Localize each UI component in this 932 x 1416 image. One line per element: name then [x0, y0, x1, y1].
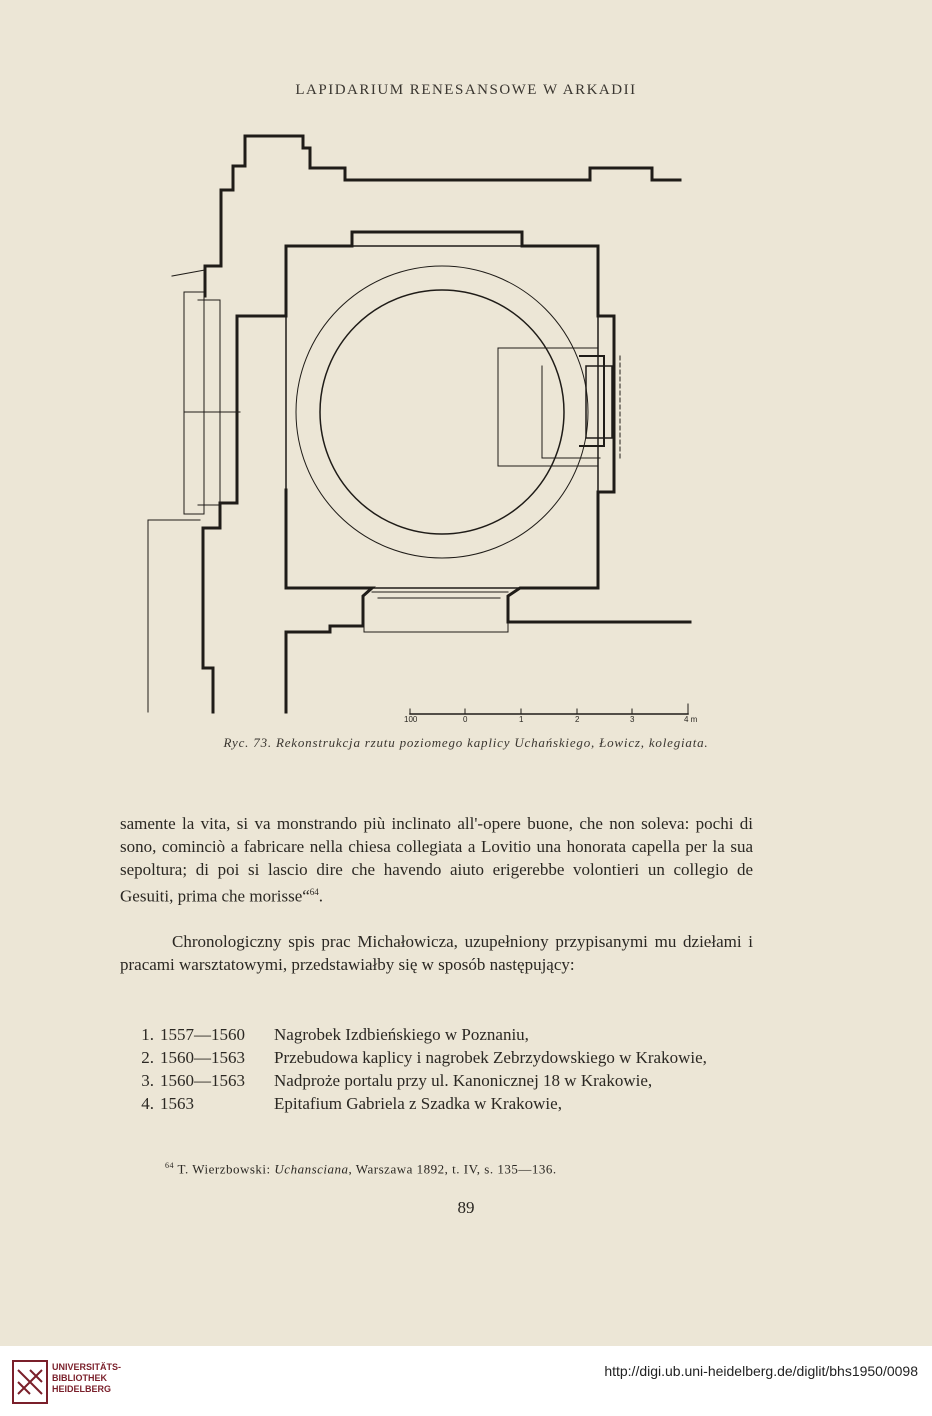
library-name: UNIVERSITÄTS- BIBLIOTHEK HEIDELBERG: [52, 1362, 122, 1394]
scale-label-1: 1: [519, 715, 524, 724]
scale-label-2: 2: [575, 715, 580, 724]
paragraph-2: Chronologiczny spis prac Michałowicza, uzupełniony przypisanymi mu dziełami i pracami warsztatowymi, przedstawiałby się w sposób następujący:: [120, 932, 753, 974]
north-wall: [205, 136, 680, 296]
scale-label-100: 100: [404, 715, 418, 724]
inner-square: [286, 246, 598, 588]
scale-label-4m: 4 m: [684, 715, 698, 724]
works-list: [120, 1023, 753, 1115]
scale-label-3: 3: [630, 715, 635, 724]
permalink-url[interactable]: http://digi.ub.uni-heidelberg.de/diglit/bhs1950/0098: [604, 1363, 918, 1379]
outer-wall: [203, 232, 690, 712]
university-library-logo-icon[interactable]: [12, 1360, 48, 1404]
viewer-footer: [0, 1346, 932, 1416]
footnote-ref[interactable]: 64: [309, 887, 319, 897]
list-item: 3. 1560—1563 Nadproże portalu przy ul. Kanonicznej 18 w Krakowie,: [141, 1071, 653, 1090]
footnote: $^{64}$ T. Wierzbowski: Uchansciana, Warszawa 1892, t. IV, s. 135—136.: [165, 1161, 557, 1177]
running-title: LAPIDARIUM RENESANSOWE W ARKADII: [295, 82, 637, 98]
west-step: [184, 292, 204, 514]
scale-label-0: 0: [463, 715, 468, 724]
dome-inner: [320, 290, 564, 534]
list-item: 2. 1560—1563 Przebudowa kaplicy i nagrobek Zebrzydowskiego w Krakowie,: [141, 1048, 707, 1067]
list-item: 1. 1557—1560 Nagrobek Izdbieńskiego w Poznaniu,: [141, 1025, 529, 1044]
figure-caption: Ryc. 73. Rekonstrukcja rzutu poziomego kaplicy Uchańskiego, Łowicz, kolegiata.: [223, 735, 709, 750]
dome-outer: [296, 266, 588, 558]
page-number: 89: [457, 1198, 475, 1217]
south-west-wall: [286, 490, 372, 712]
list-item: 4. 1563 Epitafium Gabriela z Szadka w Krakowie,: [141, 1094, 562, 1113]
paragraph-1: samente la vita, si va monstrando più inclinato all'-opere buone, che non soleva: pochi di sono, cominciò a fabricare nella chiesa collegiata a Lovitio una honorata capella per la sua sepoltura; di poi si lascio dire che havendo aiuto erigerebbe volontieri un collegio de Gesuiti, prima che morisse“$^{64}$.: [120, 814, 753, 906]
